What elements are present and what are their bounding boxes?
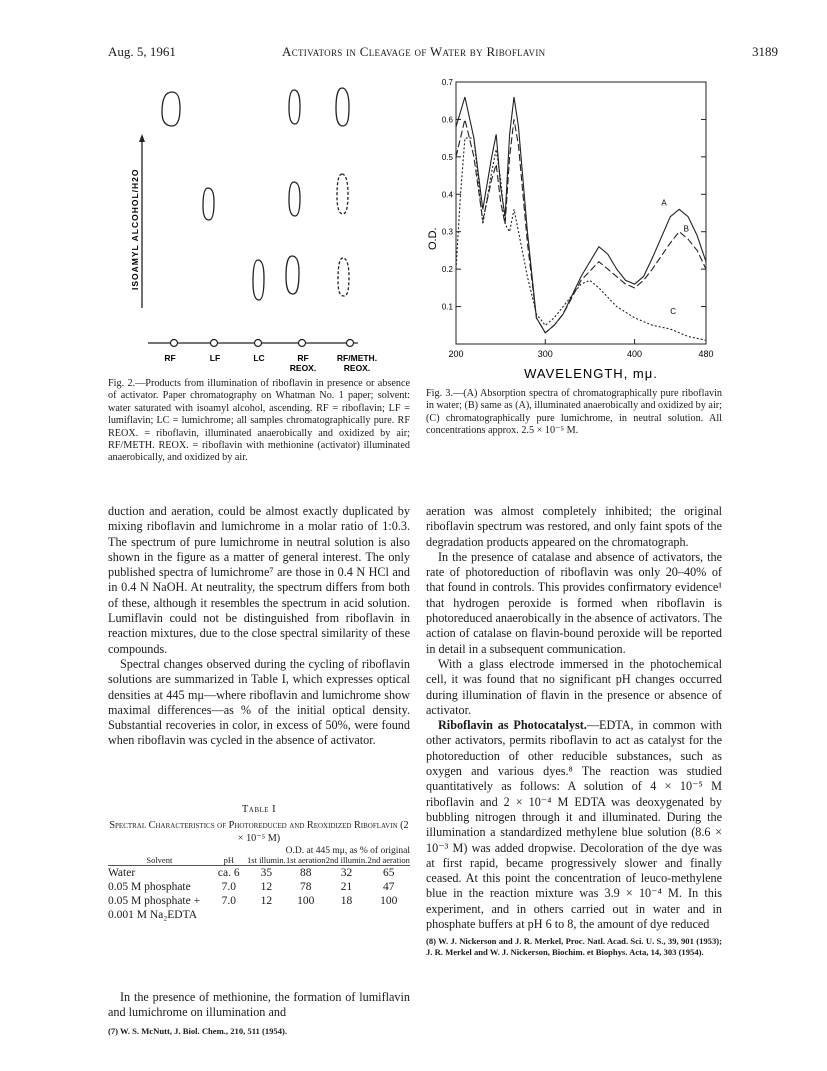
lane-label: LF bbox=[209, 353, 221, 363]
table-row bbox=[108, 866, 410, 881]
spot bbox=[253, 260, 264, 300]
curve-label: A bbox=[661, 198, 667, 208]
lane-label: LC bbox=[253, 353, 265, 363]
y-tick-label: 0.1 bbox=[441, 302, 453, 312]
table-header: 2nd illumin. bbox=[325, 855, 368, 865]
x-axis-label: WAVELENGTH, mμ. bbox=[524, 366, 658, 381]
spot bbox=[338, 258, 349, 296]
paragraph bbox=[426, 718, 722, 932]
header-date: Aug. 5, 1961 bbox=[108, 44, 176, 59]
paragraph: duction and aeration, could be almost exactly duplicated by mixing riboflavin and lumichrome in a molar ratio of 1:0.3. The spectrum of pure lumichrome in neutral solution is also shown in the figure as a matter of general interest. The only published spectra of lumichrome⁷ are those in 0.4 N HCl and in 0.4 N NaOH. At neutrality, the spectrum differs from both of these, although it resembles the spectrum in acid solution. Lumiflavin could not be distinguished from riboflavin in reaction mixtures, due to the close spectral similarity of these compounds. bbox=[108, 504, 410, 656]
table-row bbox=[108, 880, 410, 894]
table-cell: 88 bbox=[300, 867, 312, 879]
section-heading: Riboflavin as Photocatalyst. bbox=[438, 718, 587, 733]
spot bbox=[289, 90, 300, 124]
table-cell: 0.05 M phosphate + bbox=[108, 895, 201, 907]
y-tick-label: 0.4 bbox=[441, 190, 453, 200]
series-line-a bbox=[456, 97, 706, 333]
spot bbox=[162, 92, 180, 126]
footnote: (8) W. J. Nickerson and J. R. Merkel, Proc. Natl. Acad. Sci. U. S., 39, 901 (1953); J. R. Merkel and W. J. Nickerson, Biochim. et Biophys. Acta, 14, 303 (1954). bbox=[426, 936, 722, 958]
lane-label: RF bbox=[297, 353, 309, 363]
x-tick-label: 300 bbox=[537, 349, 553, 359]
table-cell: 65 bbox=[382, 867, 395, 879]
table-title: Spectral Characteristics of Photoreduced and Reoxidized Riboflavin (2 × 10⁻⁵ M) bbox=[109, 820, 409, 844]
table-cell: 47 bbox=[382, 881, 395, 893]
y-axis-label: O.D. bbox=[427, 227, 439, 250]
fig2-caption: Fig. 2.—Products from illumination of riboflavin in presence or absence of activator. Paper chromatography on Whatman No. 1 paper; solvent: water saturated with isoamyl alcohol, ascending. RF = riboflavin; LF = lumiflavin; LC = lumichrome; all samples chromatographically pure. RF REOX. = riboflavin, illuminated anaerobically and oxidized by air; RF/METH. REOX. = riboflavin with methionine (activator) illuminated anaerobically, and oxidized by air. bbox=[108, 378, 410, 464]
y-tick-label: 0.7 bbox=[441, 78, 453, 87]
x-tick-label: 200 bbox=[448, 349, 464, 359]
table-1 bbox=[108, 847, 410, 922]
lane-label: RF bbox=[164, 353, 176, 363]
paragraph: In the presence of methionine, the formation of lumiflavin and lumichrome on illumination and bbox=[108, 990, 410, 1020]
table-group-header: O.D. at 445 mμ, as % of original bbox=[285, 846, 410, 856]
table-row bbox=[108, 908, 410, 922]
table-cell: 21 bbox=[340, 881, 353, 893]
footnote: (7) W. S. McNutt, J. Biol. Chem., 210, 511 (1954). bbox=[108, 1025, 288, 1036]
table-cell: ca. 6 bbox=[217, 867, 240, 879]
spot bbox=[289, 182, 300, 216]
table-header: 1st aeration bbox=[286, 855, 326, 865]
table-cell: 32 bbox=[340, 867, 353, 879]
x-tick-label: 400 bbox=[627, 349, 643, 359]
table-header: pH bbox=[223, 855, 234, 865]
y-tick-label: 0.2 bbox=[441, 265, 453, 275]
lane-sublabel: REOX. bbox=[289, 363, 317, 373]
lane-sublabel: REOX. bbox=[343, 363, 371, 373]
table-header: 1st illumin. bbox=[247, 855, 286, 865]
table-cell: 18 bbox=[340, 895, 353, 907]
table-cell: Water bbox=[108, 867, 136, 879]
table-cell: 0.05 M phosphate bbox=[108, 881, 191, 893]
table-cell: 0.001 M Na₂EDTA bbox=[108, 909, 198, 921]
curve-label: B bbox=[683, 224, 690, 234]
table-cell: 7.0 bbox=[221, 895, 236, 907]
table-cell: 12 bbox=[260, 895, 273, 907]
y-tick-label: 0.6 bbox=[441, 115, 453, 125]
page-number: 3189 bbox=[752, 44, 778, 59]
paragraph-text: —EDTA, in common with other activators, permits riboflavin to act as catalyst for the photoreduction of other reducible substances, such as oxygen and various dyes.⁸ The reaction was studied quantitatively as follows: A solution of 4 × 10⁻⁵ M riboflavin and 2 × 10⁻⁴ M EDTA was deoxygenated by bubbling nitrogen through it and illuminated. During the illumination a standardized methylene blue solution (8.6 × 10⁻³ M) was added dropwise. Decoloration of the dye was at first rapid, became progressively slower and finally ceased. At this point the concentration of leuco-methylene blue in the reaction mixture was 3.9 × 10⁻⁴ M. In this experiment, and in others carried out in water and in phosphate buffers at pH 6 to 8, the amount of dye reduced bbox=[426, 718, 722, 932]
table-row bbox=[108, 894, 410, 908]
table-header: Solvent bbox=[146, 855, 173, 865]
fig3-caption: Fig. 3.—(A) Absorption spectra of chromatographically pure riboflavin in water; (B) same as (A), illuminated anaerobically and oxidized by air; (C) chromatographically pure lumichrome, in neutral solution. All concentrations approx. 2.5 × 10⁻⁵ M. bbox=[426, 388, 722, 437]
y-tick-label: 0.5 bbox=[441, 152, 453, 162]
table-cell: 12 bbox=[260, 881, 273, 893]
paragraph: With a glass electrode immersed in the photochemical cell, it was found that no significant pH changes occurred during illumination of flavin in the presence or absence of activator. bbox=[426, 656, 722, 717]
table-cell: 35 bbox=[260, 867, 273, 879]
curve-label: C bbox=[670, 306, 677, 316]
spot bbox=[337, 174, 348, 214]
table-cell: 100 bbox=[297, 895, 315, 907]
series-line-c bbox=[456, 138, 706, 340]
y-tick-label: 0.3 bbox=[441, 227, 453, 237]
paragraph: aeration was almost completely inhibited; the original riboflavin spectrum was restored, and only faint spots of the degradation products appeared on the chromatograph. bbox=[426, 504, 722, 549]
spot bbox=[336, 88, 349, 126]
spot bbox=[286, 256, 299, 294]
table-cell: 78 bbox=[300, 881, 312, 893]
table-header: 2nd aeration bbox=[367, 855, 410, 865]
header-title: Activators in Cleavage of Water by Riboflavin bbox=[282, 44, 546, 59]
table-cell: 7.0 bbox=[221, 881, 236, 893]
fig2-axis-label: ISOAMYL ALCOHOL/H2O bbox=[130, 168, 140, 290]
lane-label: RF/METH. bbox=[336, 353, 378, 363]
table-label: Table I bbox=[241, 804, 277, 815]
fig2-chromatogram bbox=[120, 78, 420, 373]
series-line-b bbox=[456, 119, 706, 332]
fig3-chart bbox=[426, 72, 726, 392]
paragraph: Spectral changes observed during the cycling of riboflavin solutions are summarized in Table I, which expresses optical densities at 445 mμ—where riboflavin and lumichrome show maximal differences—as % of the initial optical density. Substantial recoveries in color, in excess of 50%, were found when riboflavin was cycled in the absence of activator. bbox=[108, 656, 410, 748]
x-tick-label: 480 bbox=[698, 349, 714, 359]
paragraph: In the presence of catalase and absence of activators, the rate of photoreduction of riboflavin was only 20–40% of that found in controls. This provides confirmatory evidence¹ that hydrogen peroxide is formed when riboflavin is photoreduced anaerobically in the absence of activators. The action of catalase on flavin-bound peroxide will be reported in detail in a subsequent communication. bbox=[426, 549, 722, 656]
spot bbox=[203, 188, 214, 220]
plot-frame bbox=[456, 82, 706, 344]
table-cell: 100 bbox=[380, 895, 398, 907]
